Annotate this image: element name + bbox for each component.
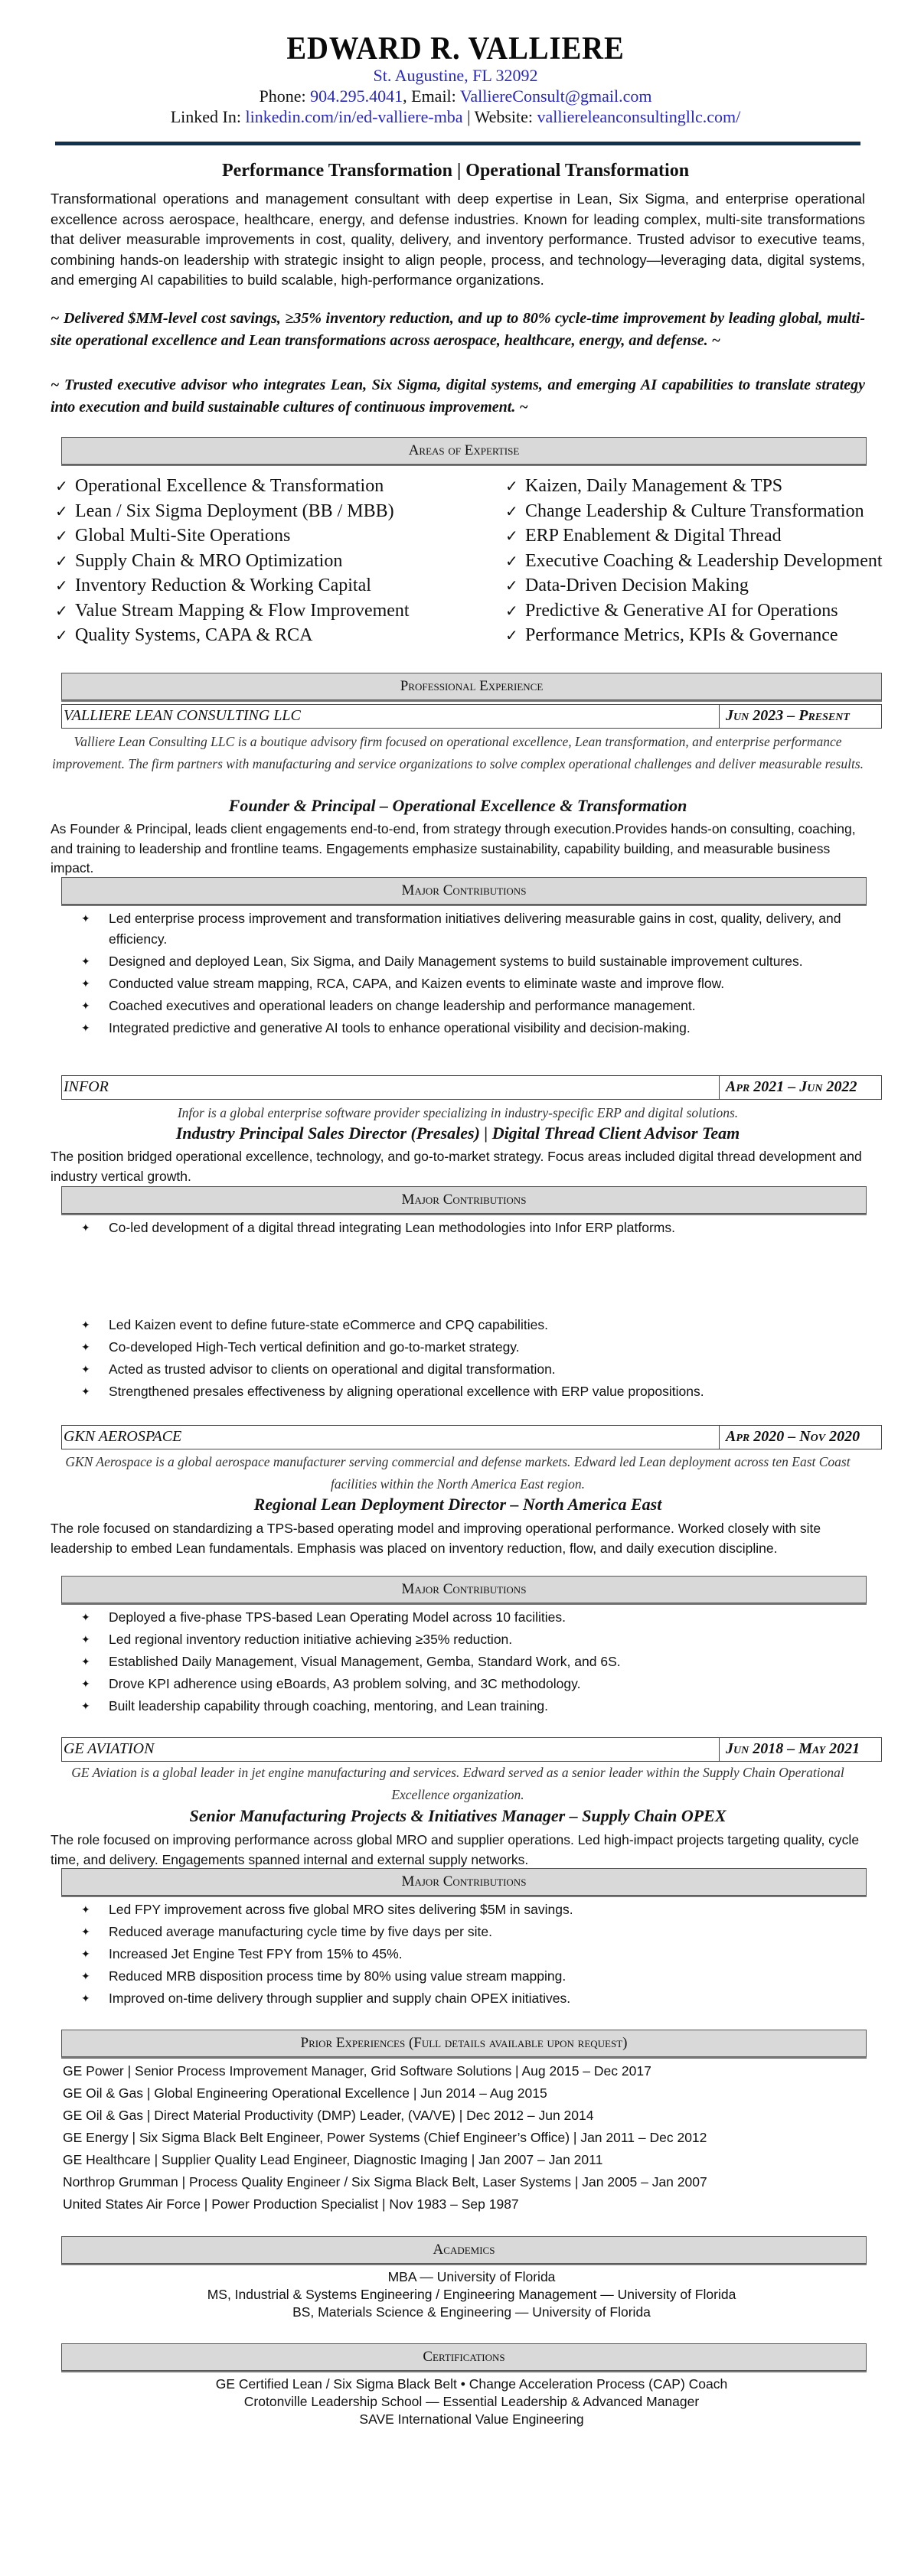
diamond-bullet-icon: ✦ [81,1341,90,1353]
contribution-item: ✦ Drove KPI adherence using eBoards, A3 problem solving, and 3C methodology. [77,1674,867,1694]
job-title: Senior Manufacturing Projects & Initiatives Manager – Supply Chain OPEX [189,1806,727,1825]
highlight-1: ~ Delivered $MM-level cost savings, ≥35% inventory reduction, and up to 80% cycle-time improvement by leading global, multi-site operational excellence and Lean transformations across aerospace, healthcare, energy, and defense. ~ [51,310,865,349]
diamond-bullet-icon: ✦ [81,1611,90,1623]
check-icon: ✓ [505,602,518,620]
check-icon: ✓ [505,503,518,520]
diamond-bullet-icon: ✦ [81,1385,90,1397]
section-header-academics: Academics [61,2236,867,2264]
diamond-bullet-icon: ✦ [81,977,90,990]
diamond-bullet-icon: ✦ [81,912,90,924]
expertise-item: ✓ Performance Metrics, KPIs & Governance [505,624,911,649]
header-divider [55,142,860,145]
company-row [61,1737,882,1762]
company-description: GE Aviation is a global leader in jet engine manufacturing and services. Edward served as a senior leader within the Supply Chain Operational Excellence organization. [71,1765,844,1802]
linkedin-link[interactable]: linkedin.com/in/ed-valliere-mba [245,107,463,126]
contributions-list [77,908,867,1040]
diamond-bullet-icon: ✦ [81,1948,90,1960]
expertise-item: ✓ Predictive & Generative AI for Operations [505,599,911,624]
job-summary: The role focused on standardizing a TPS-based operating model and improving operational performance. Worked closely with site leadership to embed Lean fundamentals. Emphasis was placed on inventory reduction, flow, and daily execution discipline. [51,1521,821,1556]
check-icon: ✓ [505,578,518,595]
linkedin-label: Linked In: [170,107,246,126]
diamond-bullet-icon: ✦ [81,999,90,1012]
prior-experience-item: United States Air Force | Power Production Specialist | Nov 1983 – Sep 1987 [63,2196,519,2212]
contributions-list [77,1607,867,1718]
website-label: | Website: [462,107,537,126]
company-name: GKN AEROSPACE [64,1428,182,1445]
expertise-list-left [55,474,484,649]
job-summary: The role focused on improving performance across global MRO and supplier operations. Led high-impact projects targeting quality, cycle time, and delivery. Engagements spanned internal and external supply networks. [51,1832,860,1867]
prior-experience-item: GE Power | Senior Process Improvement Manager, Grid Software Solutions | Aug 2015 – Dec 2017 [63,2063,651,2079]
expertise-item: ✓ Inventory Reduction & Working Capital [55,574,484,599]
certification-item: Crotonville Leadership School — Essential Leadership & Advanced Manager [243,2394,700,2409]
check-icon: ✓ [55,478,68,495]
job-title: Industry Principal Sales Director (Presales) | Digital Thread Client Advisor Team [175,1123,740,1143]
links-line [0,107,911,127]
expertise-item: ✓ Kaizen, Daily Management & TPS [505,474,911,500]
certifications-list [61,2375,882,2428]
expertise-item: ✓ Operational Excellence & Transformation [55,474,484,500]
diamond-bullet-icon: ✦ [81,1903,90,1916]
prior-experience-item: GE Oil & Gas | Global Engineering Operational Excellence | Jun 2014 – Aug 2015 [63,2085,547,2101]
certification-item: SAVE International Value Engineering [359,2411,584,2427]
check-icon: ✓ [505,528,518,545]
job-title: Founder & Principal – Operational Excellence & Transformation [228,796,687,815]
company-name: GE AVIATION [64,1740,155,1757]
expertise-item: ✓ Executive Coaching & Leadership Development [505,549,911,575]
email-link[interactable]: ValliereConsult@gmail.com [459,86,652,106]
contribution-item: ✦ Reduced MRB disposition process time by 80% using value stream mapping. [77,1966,867,1987]
company-description: Infor is a global enterprise software provider specializing in industry-specific ERP and digital solutions. [177,1105,739,1120]
degree-item: MBA — University of Florida [387,2269,556,2284]
diamond-bullet-icon: ✦ [81,1022,90,1034]
diamond-bullet-icon: ✦ [81,1992,90,2004]
company-dates: Jun 2018 – May 2021 [719,1738,881,1761]
contribution-item: ✦ Led Kaizen event to define future-state eCommerce and CPQ capabilities. [77,1315,867,1335]
diamond-bullet-icon: ✦ [81,1925,90,1938]
check-icon: ✓ [55,602,68,620]
contribution-item: ✦ Improved on-time delivery through supplier and supply chain OPEX initiatives. [77,1988,867,2009]
check-icon: ✓ [505,478,518,495]
prior-experience-item: GE Healthcare | Supplier Quality Lead Engineer, Diagnostic Imaging | Jan 2007 – Jan 2011 [63,2152,603,2167]
prior-experience-item: GE Energy | Six Sigma Black Belt Engineer, Power Systems (Chief Engineer’s Office) | Jan 2011 – Dec 2012 [63,2130,707,2145]
headline: Performance Transformation | Operational Transformation [221,161,690,181]
check-icon: ✓ [55,628,68,644]
contribution-item: ✦ Co-developed High-Tech vertical definition and go-to-market strategy. [77,1337,867,1358]
check-icon: ✓ [505,553,518,570]
contribution-item: ✦ Deployed a five-phase TPS-based Lean Operating Model across 10 facilities. [77,1607,867,1628]
phone-link[interactable]: 904.295.4041 [310,86,403,106]
company-row [61,1425,882,1449]
contribution-item: ✦ Built leadership capability through coaching, mentoring, and Lean training. [77,1696,867,1717]
diamond-bullet-icon: ✦ [81,1221,90,1234]
expertise-item: ✓ ERP Enablement & Digital Thread [505,524,911,549]
contribution-item: ✦ Established Daily Management, Visual Management, Gemba, Standard Work, and 6S. [77,1652,867,1672]
diamond-bullet-icon: ✦ [81,1363,90,1375]
prior-experience-item: Northrop Grumman | Process Quality Engineer / Six Sigma Black Belt, Laser Systems | Jan 2005 – Jan 2007 [63,2174,707,2190]
diamond-bullet-icon: ✦ [81,1319,90,1331]
diamond-bullet-icon: ✦ [81,1678,90,1690]
contributions-list [77,1218,867,1240]
company-description: GKN Aerospace is a global aerospace manufacturer serving commercial and defense markets. Edward led Lean deployment across ten East Coast facilities within the North America East region. [65,1454,851,1492]
email-label: , Email: [403,86,460,106]
diamond-bullet-icon: ✦ [81,1700,90,1712]
contribution-item: ✦ Strengthened presales effectiveness by aligning operational excellence with ERP value propositions. [77,1381,867,1402]
address: St. Augustine, FL 32092 [373,66,538,85]
diamond-bullet-icon: ✦ [81,1633,90,1645]
contribution-item: ✦ Conducted value stream mapping, RCA, CAPA, and Kaizen events to eliminate waste and improve flow. [77,973,867,994]
phone-label: Phone: [259,86,311,106]
job-summary: The position bridged operational excellence, technology, and go-to-market strategy. Focus areas included digital thread development and industry vertical growth. [51,1149,862,1184]
check-icon: ✓ [55,503,68,520]
company-row [61,1075,882,1100]
company-row [61,704,882,729]
section-header-contributions: Major Contributions [61,1868,867,1896]
contribution-item: ✦ Coached executives and operational leaders on change leadership and performance management. [77,996,867,1016]
contribution-item: ✦ Integrated predictive and generative AI tools to enhance operational visibility and decision-making. [77,1018,867,1039]
contact-line [0,86,911,106]
expertise-item: ✓ Lean / Six Sigma Deployment (BB / MBB) [55,500,484,525]
contributions-list [77,1899,867,2010]
contribution-item: ✦ Designed and deployed Lean, Six Sigma, and Daily Management systems to build sustainable improvement cultures. [77,951,867,972]
highlight-2: ~ Trusted executive advisor who integrates Lean, Six Sigma, digital systems, and emerging AI capabilities to translate strategy into execution and build sustainable cultures of continuous improvement. ~ [51,377,865,416]
company-name: VALLIERE LEAN CONSULTING LLC [64,707,301,724]
company-name: INFOR [64,1078,109,1095]
company-dates: Apr 2021 – Jun 2022 [719,1076,881,1099]
contribution-item: ✦ Acted as trusted advisor to clients on operational and digital transformation. [77,1359,867,1380]
section-header-prior: Prior Experiences (Full details available upon request) [61,2030,867,2057]
expertise-item: ✓ Data-Driven Decision Making [505,574,911,599]
check-icon: ✓ [55,528,68,545]
company-dates: Apr 2020 – Nov 2020 [719,1426,881,1449]
academics-list [61,2268,882,2321]
contribution-item: ✦ Increased Jet Engine Test FPY from 15% to 45%. [77,1944,867,1965]
candidate-name: EDWARD R. VALLIERE [286,31,625,67]
contribution-item: ✦ Reduced average manufacturing cycle time by five days per site. [77,1922,867,1942]
section-header-expertise: Areas of Expertise [61,437,867,465]
expertise-list-right [505,474,911,649]
job-title: Regional Lean Deployment Director – North America East [253,1495,662,1514]
degree-item: BS, Materials Science & Engineering — University of Florida [292,2304,651,2320]
expertise-item: ✓ Supply Chain & MRO Optimization [55,549,484,575]
diamond-bullet-icon: ✦ [81,1655,90,1668]
contribution-item: ✦ Co-led development of a digital thread integrating Lean methodologies into Infor ERP platforms. [77,1218,867,1238]
diamond-bullet-icon: ✦ [81,955,90,967]
company-description: Valliere Lean Consulting LLC is a boutique advisory firm focused on operational excellence, Lean transformation, and enterprise performance improvement. The firm partners with manufacturing and service organizations to solve complex operational challenges and deliver measurable results. [51,734,864,771]
section-header-contributions: Major Contributions [61,1576,867,1603]
check-icon: ✓ [505,628,518,644]
job-summary: As Founder & Principal, leads client engagements end-to-end, from strategy through execution.Provides hands-on consulting, coaching, and training to leadership and frontline teams. Engagements emphasize sustainability, capability building, and measurable business impact. [51,821,856,876]
expertise-item: ✓ Quality Systems, CAPA & RCA [55,624,484,649]
contributions-list [77,1315,867,1404]
check-icon: ✓ [55,578,68,595]
check-icon: ✓ [55,553,68,570]
degree-item: MS, Industrial & Systems Engineering / Engineering Management — University of Florida [207,2287,736,2302]
section-header-contributions: Major Contributions [61,1186,867,1214]
expertise-item: ✓ Change Leadership & Culture Transformation [505,500,911,525]
contribution-item: ✦ Led FPY improvement across five global MRO sites delivering $5M in savings. [77,1899,867,1920]
certification-item: GE Certified Lean / Six Sigma Black Belt • Change Acceleration Process (CAP) Coach [215,2376,728,2392]
contribution-item: ✦ Led regional inventory reduction initiative achieving ≥35% reduction. [77,1629,867,1650]
section-header-experience: Professional Experience [61,673,882,700]
prior-experience-item: GE Oil & Gas | Direct Material Productivity (DMP) Leader, (VA/VE) | Dec 2012 – Jun 2014 [63,2108,594,2123]
prior-experience-list [63,2060,867,2216]
website-link[interactable]: valliereleanconsultingllc.com/ [537,107,741,126]
summary-text: Transformational operations and management consultant with deep expertise in Lean, Six Sigma, and enterprise operational excellence across aerospace, healthcare, energy, and defense industries. Known for leading complex, multi-site transformations that deliver measurable improvements in cost, quality, delivery, and inventory performance. Trusted advisor to executive teams, combining hands-on leadership with strategic insight to align people, process, and technology—leveraging data, digital systems, and emerging AI capabilities to build scalable, high-performance organizations. [51,191,865,288]
diamond-bullet-icon: ✦ [81,1970,90,1982]
contribution-item: ✦ Led enterprise process improvement and transformation initiatives delivering measurable gains in cost, quality, delivery, and efficiency. [77,908,867,950]
company-dates: Jun 2023 – Present [719,705,881,728]
section-header-contributions: Major Contributions [61,877,867,905]
section-header-certifications: Certifications [61,2343,867,2371]
expertise-item: ✓ Value Stream Mapping & Flow Improvement [55,599,484,624]
expertise-item: ✓ Global Multi-Site Operations [55,524,484,549]
